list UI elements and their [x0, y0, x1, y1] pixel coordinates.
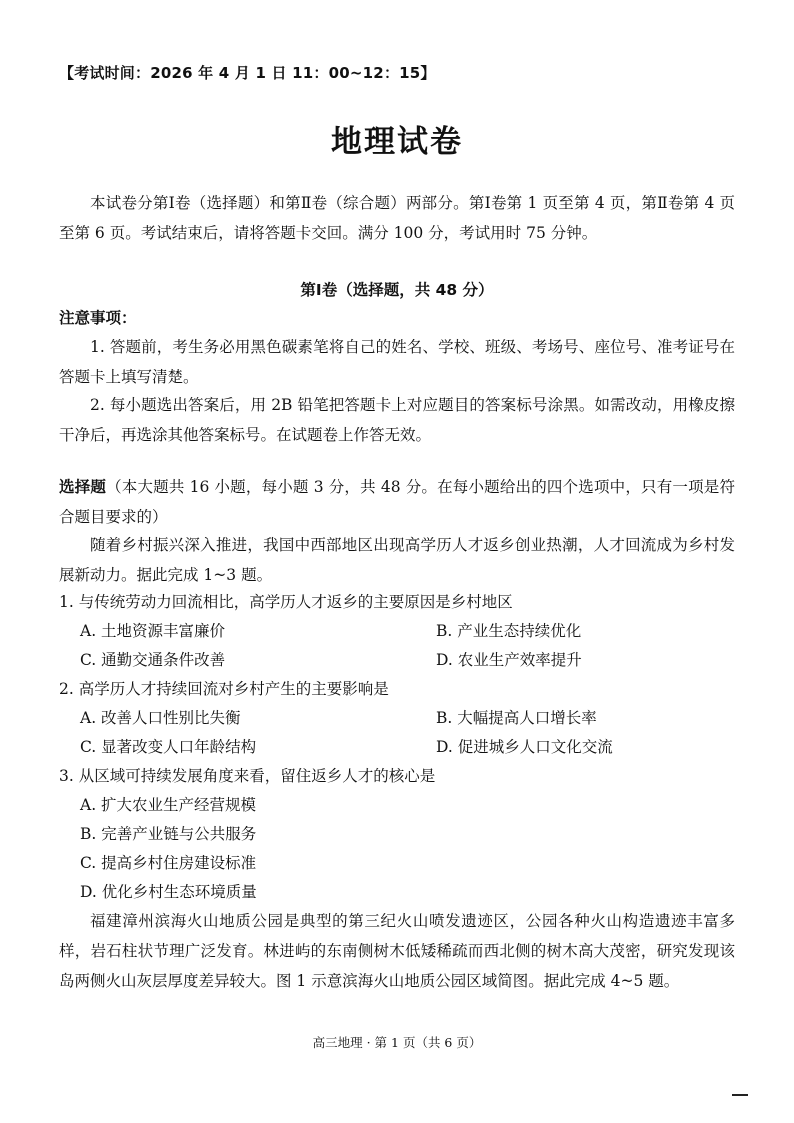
question-stem: 1. 与传统劳动力回流相比，高学历人才返乡的主要原因是乡村地区	[59, 593, 513, 611]
question-option: D. 优化乡村生态环境质量	[80, 883, 257, 901]
question-option: D. 农业生产效率提升	[436, 651, 582, 669]
page-title: 地理试卷	[331, 124, 463, 160]
exam-intro: 本试卷分第Ⅰ卷（选择题）和第Ⅱ卷（综合题）两部分。第Ⅰ卷第 1 页至第 4 页，第Ⅱ卷第 4 页至第 6 页。考试结束后，请将答题卡交回。满分 100 分，考试用时 75 分钟。	[59, 194, 735, 242]
choice-section-header	[59, 472, 735, 532]
question-option: A. 扩大农业生产经营规模	[80, 796, 257, 814]
question-option: B. 大幅提高人口增长率	[436, 709, 597, 727]
question-option: B. 产业生态持续优化	[436, 622, 582, 640]
choice-section-description: （本大题共 16 小题，每小题 3 分，共 48 分。在每小题给出的四个选项中，只有一项是符合题目要求的）	[59, 478, 735, 526]
choice-section-heading: 选择题	[59, 478, 107, 496]
material-passage: 福建漳州滨海火山地质公园是典型的第三纪火山喷发遗迹区，公园各种火山构造遗迹丰富多样，岩石柱状节理广泛发育。林进屿的东南侧树木低矮稀疏而西北侧的树木高大茂密，研究发现该岛两侧火山灰层厚度差异较大。图 1 示意滨海火山地质公园区域简图。据此完成 4~5 题。	[59, 912, 735, 990]
question-option: D. 促进城乡人口文化交流	[436, 738, 613, 756]
question-stem: 2. 高学历人才持续回流对乡村产生的主要影响是	[59, 680, 389, 698]
section-title: 第Ⅰ卷（选择题，共 48 分）	[300, 281, 494, 299]
question-option: A. 改善人口性别比失衡	[80, 709, 241, 727]
question-option: C. 显著改变人口年龄结构	[80, 738, 257, 756]
material-passage: 随着乡村振兴深入推进，我国中西部地区出现高学历人才返乡创业热潮，人才回流成为乡村发展新动力。据此完成 1~3 题。	[59, 536, 735, 584]
corner-mark	[732, 1094, 748, 1096]
notice-item: 2. 每小题选出答案后，用 2B 铅笔把答题卡上对应题目的答案标号涂黑。如需改动，用橡皮擦干净后，再选涂其他答案标号。在试题卷上作答无效。	[59, 396, 735, 444]
question-stem: 3. 从区域可持续发展角度来看，留住返乡人才的核心是	[59, 767, 436, 785]
notice-heading: 注意事项：	[59, 309, 137, 327]
question-option: C. 通勤交通条件改善	[80, 651, 226, 669]
page-footer: 高三地理 · 第 1 页（共 6 页）	[312, 1035, 482, 1050]
question-option: A. 土地资源丰富廉价	[80, 622, 226, 640]
question-option: B. 完善产业链与公共服务	[80, 825, 257, 843]
notice-item: 1. 答题前，考生务必用黑色碳素笔将自己的姓名、学校、班级、考场号、座位号、准考证号在答题卡上填写清楚。	[59, 338, 735, 386]
exam-time: 【考试时间：2026 年 4 月 1 日 11：00~12：15】	[59, 64, 436, 82]
question-option: C. 提高乡村住房建设标准	[80, 854, 257, 872]
